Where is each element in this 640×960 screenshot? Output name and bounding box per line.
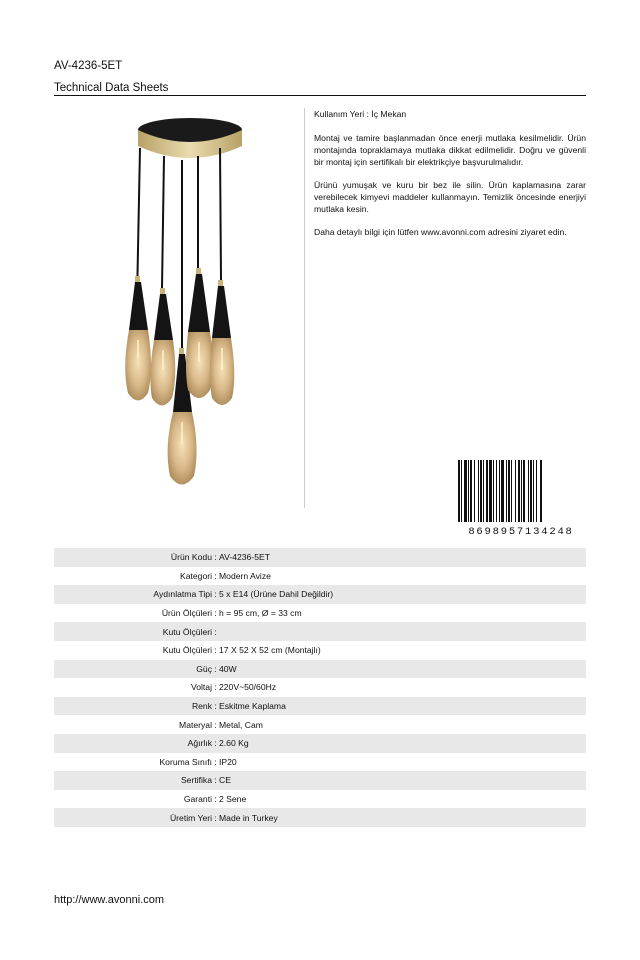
barcode-digits: 8698957134248 [468,526,574,536]
spec-separator: : [214,589,217,600]
barcode-bar [499,460,500,522]
spec-row [54,771,586,790]
spec-label: Üretim Yeri [169,812,212,823]
spec-row [54,678,586,697]
barcode-bar [515,460,516,522]
spec-label: Materyal [179,719,212,730]
spec-label: Aydınlatma Tipi [153,589,212,600]
spec-row [54,715,586,734]
barcode-bar [458,460,460,522]
spec-row [54,548,586,567]
spec-row [54,808,586,827]
spec-label: Garanti [183,794,212,805]
spec-separator: : [214,663,217,674]
barcode-bar [480,460,482,522]
barcode-bar [474,460,475,522]
spec-separator: : [214,794,217,805]
spec-value: Metal, Cam [219,719,263,730]
column-divider [304,108,305,508]
spec-row [54,734,586,753]
spec-row [54,753,586,772]
spec-row [54,567,586,586]
spec-value: AV-4236-5ET [219,552,270,563]
spec-label: Voltaj [190,682,212,693]
spec-separator: : [214,738,217,749]
spec-value: 2.60 Kg [219,738,249,749]
barcode-bar [501,460,504,522]
document-subtitle: Technical Data Sheets [54,82,169,94]
spec-value: 2 Sene [219,794,247,805]
spec-separator: : [214,682,217,693]
spec-value: IP20 [219,756,237,767]
spec-row [54,641,586,660]
spec-separator: : [214,608,217,619]
spec-label: Kutu Ölçüleri [162,645,212,656]
barcode-bar [506,460,507,522]
spec-value: Modern Avize [219,570,271,581]
barcode-bar [511,460,512,522]
barcode-bar [521,460,522,522]
spec-row [54,790,586,809]
document-header [54,58,586,96]
spec-separator: : [214,552,217,563]
usage-location: Kullanım Yeri : İç Mekan [314,109,407,119]
barcode-bar [533,460,534,522]
spec-value: h = 95 cm, Ø = 33 cm [219,608,302,619]
spec-row [54,604,586,623]
spec-separator: : [214,775,217,786]
spec-label: Ürün Ölçüleri [161,608,212,619]
spec-separator: : [214,645,217,656]
barcode-bar [493,460,494,522]
spec-separator: : [214,570,217,581]
spec-value: 17 X 52 X 52 cm (Montajlı) [219,645,321,656]
info-column [314,108,586,249]
barcode [456,460,586,536]
spec-label: Ağırlık [187,738,212,749]
barcode-bar [518,460,520,522]
spec-value: CE [219,775,231,786]
spec-value: 5 x E14 (Ürüne Dahil Değildir) [219,589,334,600]
barcode-bar [523,460,525,522]
spec-row [54,585,586,604]
spec-value: Made in Turkey [219,812,278,823]
spec-row [54,622,586,641]
spec-row [54,697,586,716]
spec-separator: : [214,812,217,823]
barcode-bar [464,460,467,522]
spec-label: Güç [196,663,212,674]
spec-separator: : [214,756,217,767]
barcode-bar [540,460,542,522]
spec-separator: : [214,701,217,712]
spec-separator: : [214,719,217,730]
barcode-bar [536,460,537,522]
spec-separator: : [214,626,217,637]
spec-table [54,548,586,827]
spec-label: Koruma Sınıfı [159,756,212,767]
header-rule [54,95,586,96]
barcode-bar [496,460,497,522]
spec-label: Kutu Ölçüleri [162,626,212,637]
barcode-bar [486,460,488,522]
spec-value: 220V~50/60Hz [219,682,277,693]
spec-label: Ürün Kodu [170,552,212,563]
barcode-bar [528,460,529,522]
barcode-bar [489,460,492,522]
barcode-bar [483,460,484,522]
spec-value: 40W [219,663,237,674]
barcode-bar [461,460,462,522]
product-code-title: AV-4236-5ET [54,60,123,72]
barcode-bar [530,460,532,522]
care-paragraph: Ürünü yumuşak ve kuru bir bez ile silin. Ürün kaplamasına zarar verebilecek kimyevi maddeler kullanmayın. Temizlik öncesinde enerjiyi mutlaka kesin. [314,180,586,214]
spec-label: Kategori [179,570,212,581]
barcode-bar [478,460,479,522]
chandelier-image [100,108,300,503]
spec-label: Renk [191,701,212,712]
spec-label: Sertifika [180,775,212,786]
footer-url[interactable]: http://www.avonni.com [54,894,165,906]
barcode-bar [508,460,510,522]
safety-paragraph: Montaj ve tamire başlanmadan önce enerji mutlaka kesilmelidir. Ürün montajında topraklamaya mutlaka dikkat edilmelidir. Doğru ve güvenli bir montaj için sertifikalı bir elektrikçiye başvurulmalıdır. [314,133,586,167]
barcode-bar [470,460,472,522]
website-paragraph: Daha detaylı bilgi için lütfen www.avonni.com adresini ziyaret edin. [314,227,567,237]
spec-value: Eskitme Kaplama [219,701,286,712]
spec-row [54,660,586,679]
barcode-bar [468,460,469,522]
